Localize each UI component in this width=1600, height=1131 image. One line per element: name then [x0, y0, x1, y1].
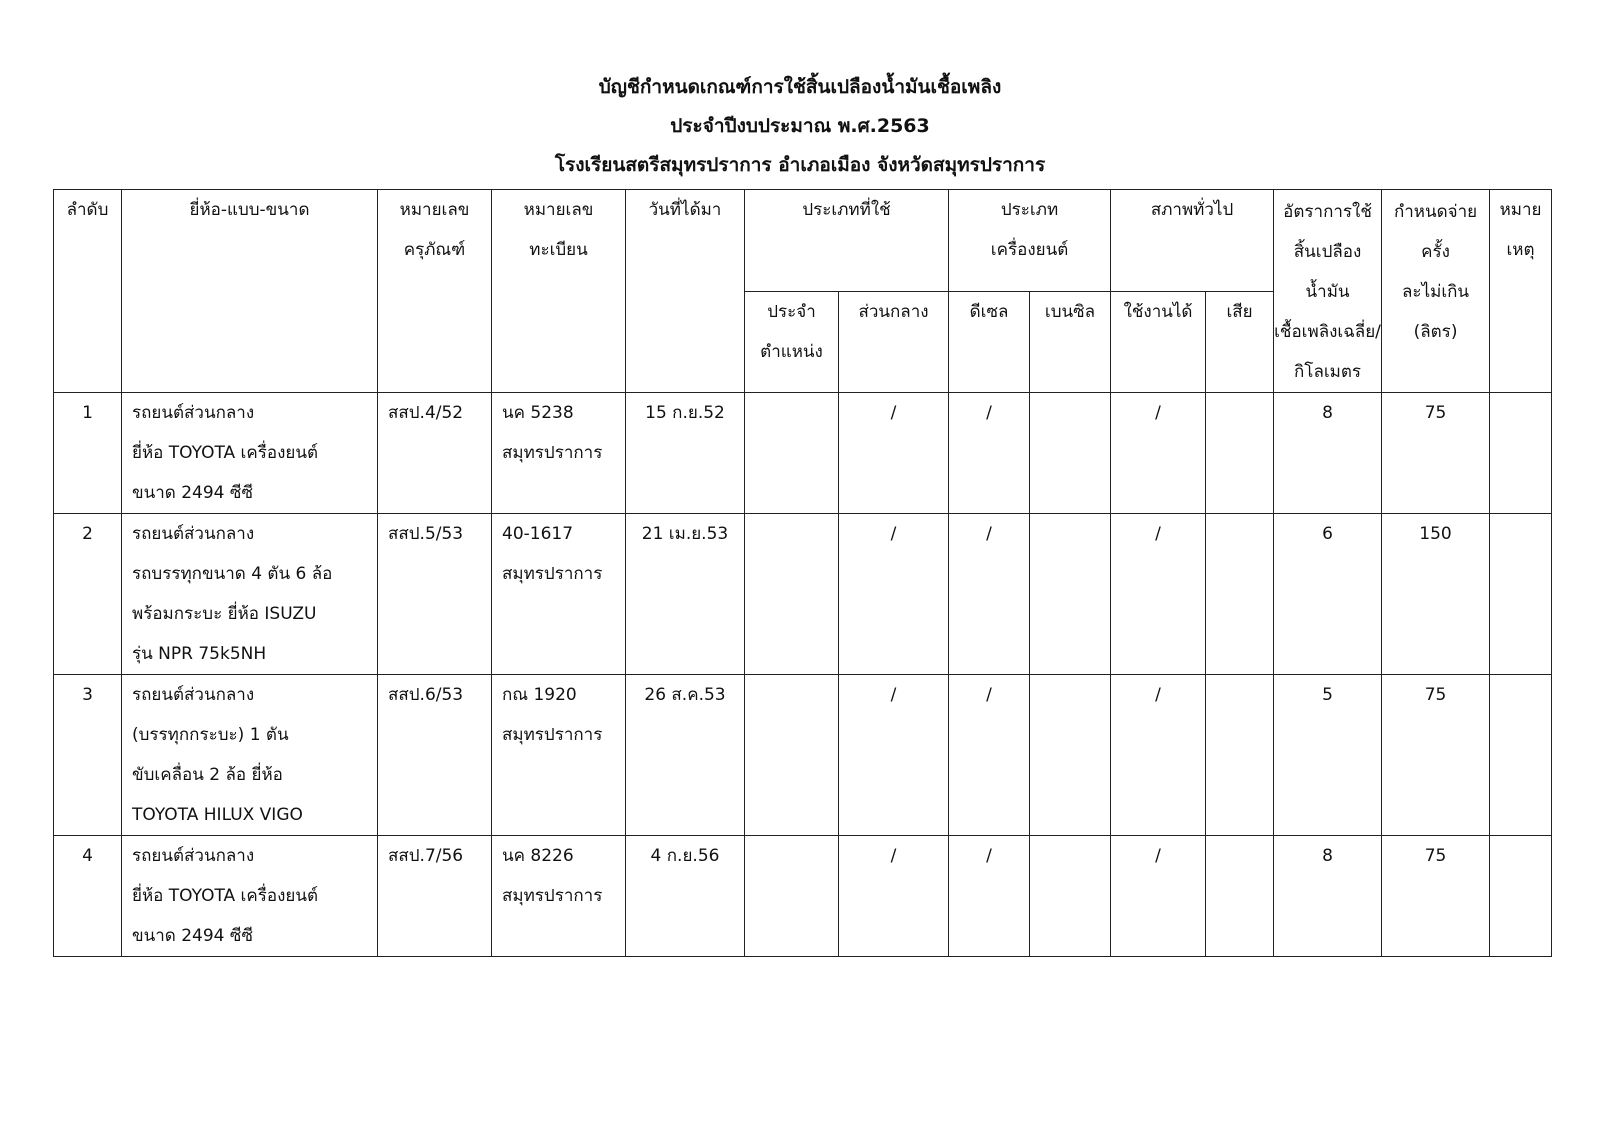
- header-rate-line1: อัตราการใช้: [1283, 202, 1372, 222]
- cell-usage-position: [745, 836, 839, 957]
- cell-brand-line: รถยนต์ส่วนกลาง: [132, 403, 255, 423]
- fuel-allowance-table: [53, 189, 1552, 957]
- cell-condition-ok: /: [1111, 393, 1206, 514]
- table-row: [54, 514, 1552, 675]
- cell-usage-central: /: [839, 675, 949, 836]
- header-reg-no-line2: ทะเบียน: [529, 240, 588, 260]
- cell-rate: 8: [1274, 836, 1382, 957]
- cell-condition-ok: /: [1111, 675, 1206, 836]
- cell-asset-no: สสป.5/53: [378, 514, 492, 675]
- cell-brand-line: ยี่ห้อ TOYOTA เครื่องยนต์: [132, 443, 318, 463]
- cell-limit: 75: [1382, 836, 1490, 957]
- cell-condition-broken: [1206, 836, 1274, 957]
- cell-condition-broken: [1206, 514, 1274, 675]
- cell-benzine: [1030, 514, 1111, 675]
- header-no: ลำดับ: [54, 190, 122, 393]
- cell-date: 4 ก.ย.56: [626, 836, 745, 957]
- header-rate-line2: สิ้นเปลืองน้ำมัน: [1293, 242, 1362, 302]
- header-usage-type: ประเภทที่ใช้: [745, 190, 949, 292]
- cell-brand: [122, 675, 378, 836]
- cell-limit: 75: [1382, 393, 1490, 514]
- cell-brand-line: ยี่ห้อ TOYOTA เครื่องยนต์: [132, 886, 318, 906]
- cell-usage-position: [745, 393, 839, 514]
- table-row: [54, 675, 1552, 836]
- header-acquired-date: วันที่ได้มา: [626, 190, 745, 393]
- cell-brand-line: TOYOTA HILUX VIGO: [132, 805, 303, 825]
- cell-brand-line: ขนาด 2494 ซีซี: [132, 483, 253, 503]
- cell-reg-line: กณ 1920: [502, 685, 577, 705]
- cell-brand-line: ขนาด 2494 ซีซี: [132, 926, 253, 946]
- cell-reg-no: [492, 836, 626, 957]
- cell-rate: 8: [1274, 393, 1382, 514]
- header-reg-no: [492, 190, 626, 393]
- cell-usage-position: [745, 675, 839, 836]
- cell-remark: [1490, 675, 1552, 836]
- cell-condition-broken: [1206, 675, 1274, 836]
- cell-brand-line: พร้อมกระบะ ยี่ห้อ ISUZU: [132, 604, 317, 624]
- document-title-block: [0, 68, 1600, 185]
- header-brand: ยี่ห้อ-แบบ-ขนาด: [122, 190, 378, 393]
- cell-diesel: /: [949, 675, 1030, 836]
- cell-asset-no: สสป.6/53: [378, 675, 492, 836]
- header-condition: สภาพทั่วไป: [1111, 190, 1274, 292]
- header-usage-position-line2: ตำแหน่ง: [760, 341, 823, 362]
- cell-date: 26 ส.ค.53: [626, 675, 745, 836]
- cell-brand-line: (บรรทุกกระบะ) 1 ตัน: [132, 725, 289, 745]
- cell-limit: 150: [1382, 514, 1490, 675]
- header-usage-central: ส่วนกลาง: [839, 291, 949, 393]
- cell-reg-line: สมุทรปราการ: [502, 443, 603, 463]
- cell-no: 3: [54, 675, 122, 836]
- header-engine-type-line1: ประเภท: [1000, 200, 1059, 220]
- header-engine-type-line2: เครื่องยนต์: [990, 240, 1069, 260]
- table-row: [54, 393, 1552, 514]
- header-asset-no: [378, 190, 492, 393]
- cell-usage-central: /: [839, 393, 949, 514]
- header-engine-type: [949, 190, 1111, 292]
- cell-reg-no: [492, 514, 626, 675]
- cell-brand: [122, 393, 378, 514]
- cell-brand: [122, 514, 378, 675]
- school-title: โรงเรียนสตรีสมุทรปราการ อำเภอเมือง จังหวัดสมุทรปราการ: [554, 154, 1046, 176]
- header-condition-ok: ใช้งานได้: [1111, 291, 1206, 393]
- cell-reg-line: นค 5238: [502, 403, 574, 423]
- cell-date: 21 เม.ย.53: [626, 514, 745, 675]
- fiscal-year-title: ประจำปีงบประมาณ พ.ศ.2563: [670, 115, 930, 137]
- cell-condition-broken: [1206, 393, 1274, 514]
- header-rate-line3: เชื้อเพลิงเฉลี่ย/: [1274, 322, 1381, 342]
- header-limit-line2: ละไม่เกิน (ลิตร): [1402, 282, 1470, 342]
- cell-reg-line: สมุทรปราการ: [502, 564, 603, 584]
- cell-usage-central: /: [839, 836, 949, 957]
- cell-reg-line: สมุทรปราการ: [502, 886, 603, 906]
- header-rate-line4: กิโลเมตร: [1294, 362, 1362, 382]
- cell-brand-line: รถบรรทุกขนาด 4 ตัน 6 ล้อ: [132, 564, 333, 584]
- header-dispense-limit: [1382, 190, 1490, 393]
- cell-asset-no: สสป.4/52: [378, 393, 492, 514]
- cell-brand: [122, 836, 378, 957]
- cell-remark: [1490, 514, 1552, 675]
- header-condition-broken: เสีย: [1206, 291, 1274, 393]
- header-engine-benzine: เบนซิล: [1030, 291, 1111, 393]
- cell-asset-no: สสป.7/56: [378, 836, 492, 957]
- cell-limit: 75: [1382, 675, 1490, 836]
- document-title: บัญชีกำหนดเกณฑ์การใช้สิ้นเปลืองน้ำมันเชื้อเพลิง: [598, 76, 1002, 98]
- cell-diesel: /: [949, 836, 1030, 957]
- cell-usage-position: [745, 514, 839, 675]
- header-row-1: [54, 190, 1552, 292]
- header-asset-no-line2: ครุภัณฑ์: [403, 240, 466, 260]
- table-row: [54, 836, 1552, 957]
- cell-reg-line: นค 8226: [502, 846, 574, 866]
- cell-condition-ok: /: [1111, 836, 1206, 957]
- cell-reg-no: [492, 675, 626, 836]
- cell-no: 1: [54, 393, 122, 514]
- cell-reg-line: สมุทรปราการ: [502, 725, 603, 745]
- cell-diesel: /: [949, 514, 1030, 675]
- cell-brand-line: รถยนต์ส่วนกลาง: [132, 846, 255, 866]
- cell-remark: [1490, 836, 1552, 957]
- header-asset-no-line1: หมายเลข: [399, 200, 470, 220]
- cell-no: 2: [54, 514, 122, 675]
- cell-remark: [1490, 393, 1552, 514]
- cell-benzine: [1030, 393, 1111, 514]
- cell-brand-line: รถยนต์ส่วนกลาง: [132, 524, 255, 544]
- header-remark: [1490, 190, 1552, 393]
- cell-brand-line: รถยนต์ส่วนกลาง: [132, 685, 255, 705]
- cell-brand-line: รุ่น NPR 75k5NH: [132, 644, 267, 664]
- cell-benzine: [1030, 675, 1111, 836]
- header-engine-diesel: ดีเซล: [949, 291, 1030, 393]
- cell-benzine: [1030, 836, 1111, 957]
- cell-diesel: /: [949, 393, 1030, 514]
- header-remark-line1: หมาย: [1499, 200, 1542, 220]
- header-usage-position: [745, 291, 839, 393]
- header-usage-position-line1: ประจำ: [767, 301, 816, 322]
- cell-reg-line: 40-1617: [502, 524, 574, 544]
- cell-reg-no: [492, 393, 626, 514]
- cell-no: 4: [54, 836, 122, 957]
- header-remark-line2: เหตุ: [1506, 240, 1535, 260]
- header-limit-line1: กำหนดจ่ายครั้ง: [1393, 202, 1478, 262]
- header-consumption-rate: [1274, 190, 1382, 393]
- cell-usage-central: /: [839, 514, 949, 675]
- cell-condition-ok: /: [1111, 514, 1206, 675]
- cell-date: 15 ก.ย.52: [626, 393, 745, 514]
- cell-rate: 5: [1274, 675, 1382, 836]
- cell-rate: 6: [1274, 514, 1382, 675]
- header-reg-no-line1: หมายเลข: [523, 200, 594, 220]
- cell-brand-line: ขับเคลื่อน 2 ล้อ ยี่ห้อ: [132, 765, 283, 785]
